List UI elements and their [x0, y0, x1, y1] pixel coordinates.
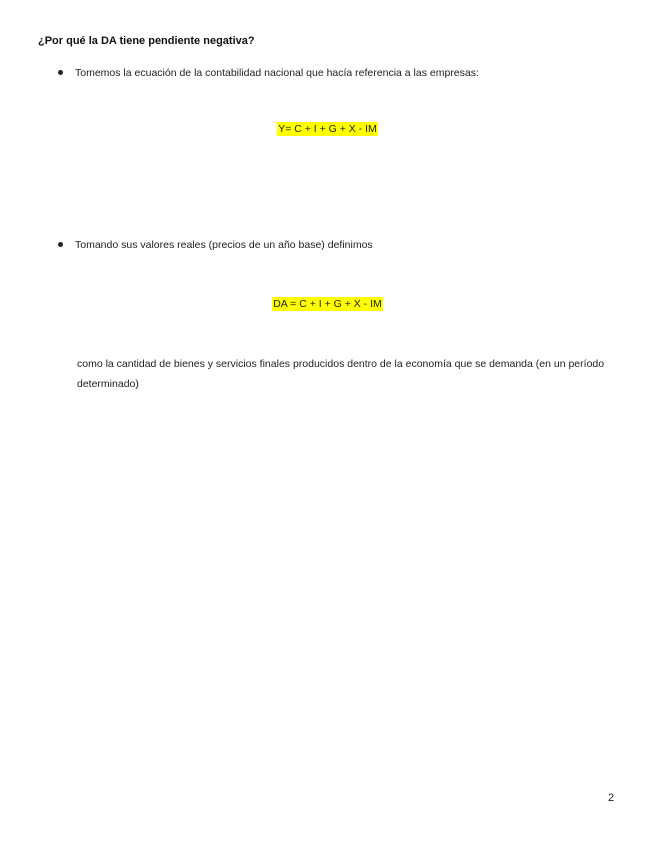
bullet-text: Tomando sus valores reales (precios de un año base) definimos	[75, 239, 373, 251]
bullet-item-accounting-equation	[58, 67, 479, 79]
bullet-item-real-values	[58, 239, 373, 251]
highlighted-equation: DA = C + I + G + X - IM	[273, 298, 382, 310]
definition-paragraph: como la cantidad de bienes y servicios finales producidos dentro de la economía que se demanda (en un período determinado)	[77, 358, 605, 390]
section-heading: ¿Por qué la DA tiene pendiente negativa?	[38, 35, 255, 47]
bullet-text: Tomemos la ecuación de la contabilidad nacional que hacía referencia a las empresas:	[75, 67, 479, 79]
bullet-dot-icon	[58, 70, 63, 75]
bullet-dot-icon	[58, 242, 63, 247]
highlighted-equation: Y= C + I + G + X - IM	[278, 123, 377, 135]
equation-national-accounts	[0, 123, 655, 135]
page-number: 2	[608, 792, 615, 804]
equation-aggregate-demand	[0, 298, 655, 310]
